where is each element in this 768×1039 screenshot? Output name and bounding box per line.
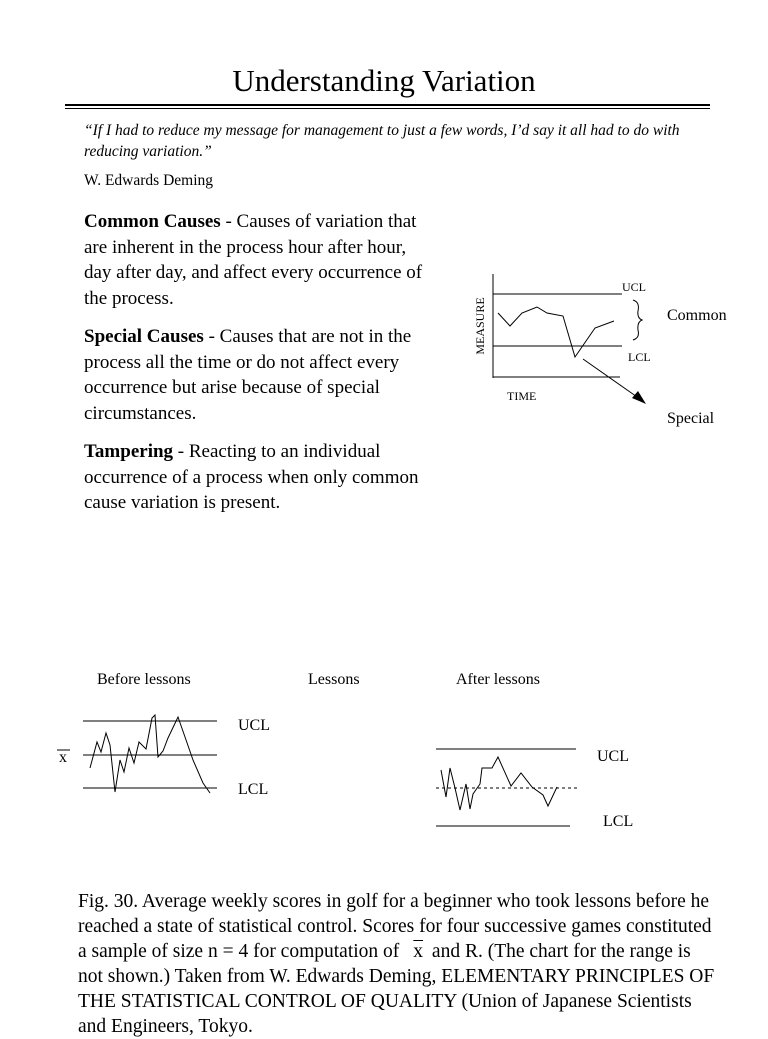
quote-author: W. Edwards Deming bbox=[84, 172, 214, 189]
lessons-label: Lessons bbox=[308, 671, 360, 688]
control-chart-ucl-label: UCL bbox=[622, 280, 646, 294]
caption-part-1: Fig. 30. Average weekly scores in golf for a beginner who took lessons before he reached a state of statistical control. Scores for four successive games constituted a sample of size n = 4 for computation of bbox=[78, 891, 712, 962]
control-chart-lcl-label: LCL bbox=[628, 350, 651, 364]
deming-quote: “If I had to reduce my message for management to just a few words, I’d say it all had to do with reducing variation.” bbox=[84, 122, 680, 160]
golf-lcl-right-label: LCL bbox=[603, 813, 634, 830]
control-chart-y-label: MEASURE bbox=[473, 297, 487, 355]
definition-term: Common Causes bbox=[84, 211, 221, 232]
caption-part-2: and R. (The chart for the range is not shown.) Taken from W. Edwards Deming, ELEMENTARY PRINCIPLES OF THE STATISTICAL CONTROL OF QUALITY (Union of Japanese Scientists and Engineers, Tokyo. bbox=[78, 941, 715, 1037]
common-label: Common bbox=[667, 307, 727, 324]
golf-ucl-right-label: UCL bbox=[597, 748, 629, 765]
definition-term: Tampering bbox=[84, 441, 174, 462]
control-chart-x-label: TIME bbox=[507, 389, 537, 403]
xbar-symbol: x bbox=[59, 749, 67, 766]
after-lessons-line bbox=[441, 757, 557, 810]
after-lessons-label: After lessons bbox=[456, 671, 540, 688]
page-title: Understanding Variation bbox=[232, 63, 536, 98]
golf-lcl-left-label: LCL bbox=[238, 781, 269, 798]
definition-text: - Causes of variation that are inherent in the process hour after hour, day after day, and affect every occurrence of the process. bbox=[84, 211, 423, 309]
before-lessons-line bbox=[90, 715, 210, 793]
golf-ucl-left-label: UCL bbox=[238, 717, 270, 734]
figure-caption bbox=[78, 889, 718, 1039]
definition-text: - Causes that are not in the process all the time or do not affect every occurrence but arise because of special circumstances. bbox=[84, 326, 412, 424]
before-lessons-label: Before lessons bbox=[97, 671, 191, 688]
definition-term: Special Causes bbox=[84, 326, 204, 347]
definition-text: - Reacting to an individual occurrence of a process when only common cause variation is present. bbox=[84, 441, 419, 513]
special-label: Special bbox=[667, 410, 715, 427]
caption-xbar: $\overline{x}$ bbox=[413, 941, 424, 962]
